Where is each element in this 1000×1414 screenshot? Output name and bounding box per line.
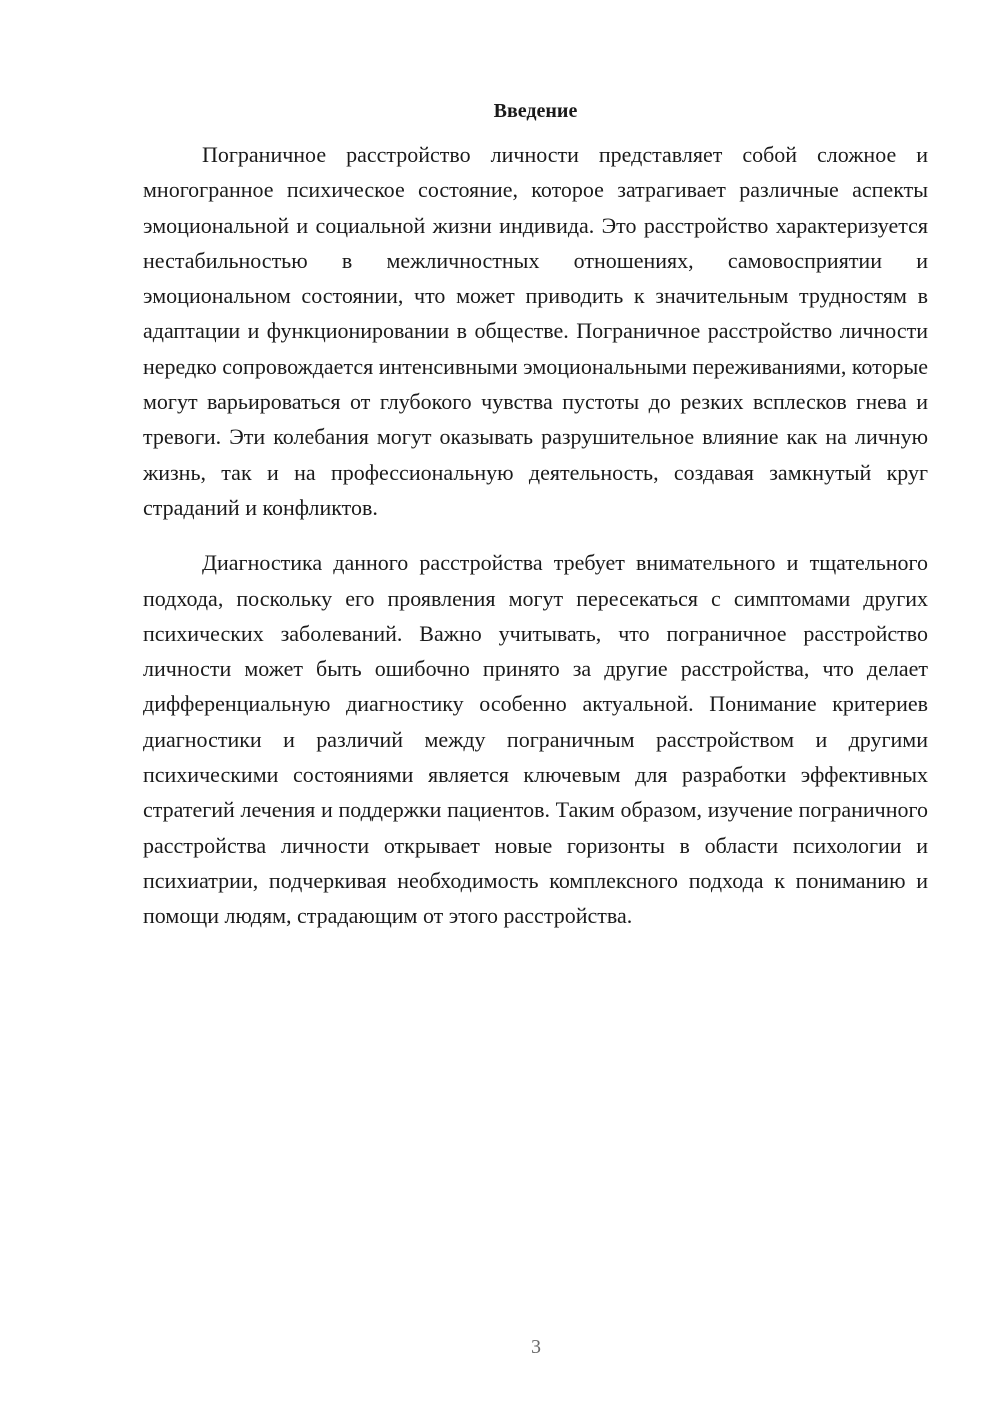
page-number: 3	[531, 1336, 541, 1358]
page-content	[143, 97, 928, 934]
paragraph-1: Пограничное расстройство личности представляет собой сложное и многогранное психическое состояние, которое затрагивает различные аспекты эмоциональной и социальной жизни индивида. Это расстройство характеризуется нестабильностью в межличностных отношениях, самовосприятии и эмоциональном состоянии, что может приводить к значительным трудностям в адаптации и функционировании в обществе. Пограничное расстройство личности нередко сопровождается интенсивными эмоциональными переживаниями, которые могут варьироваться от глубокого чувства пустоты до резких всплесков гнева и тревоги. Эти колебания могут оказывать разрушительное влияние как на личную жизнь, так и на профессиональную деятельность, создавая замкнутый круг страданий и конфликтов.	[143, 142, 928, 520]
section-title: Введение	[493, 100, 578, 122]
paragraph-2: Диагностика данного расстройства требует внимательного и тщательного подхода, поскольку его проявления могут пересекаться с симптомами других психических заболеваний. Важно учитывать, что пограничное расстройство личности может быть ошибочно принято за другие расстройства, что делает дифференциальную диагностику особенно актуальной. Понимание критериев диагностики и различий между пограничным расстройством и другими психическими состояниями является ключевым для разработки эффективных стратегий лечения и поддержки пациентов. Таким образом, изучение пограничного расстройства личности открывает новые горизонты в области психологии и психиатрии, подчеркивая необходимость комплексного подхода к пониманию и помощи людям, страдающим от этого расстройства.	[143, 550, 928, 929]
